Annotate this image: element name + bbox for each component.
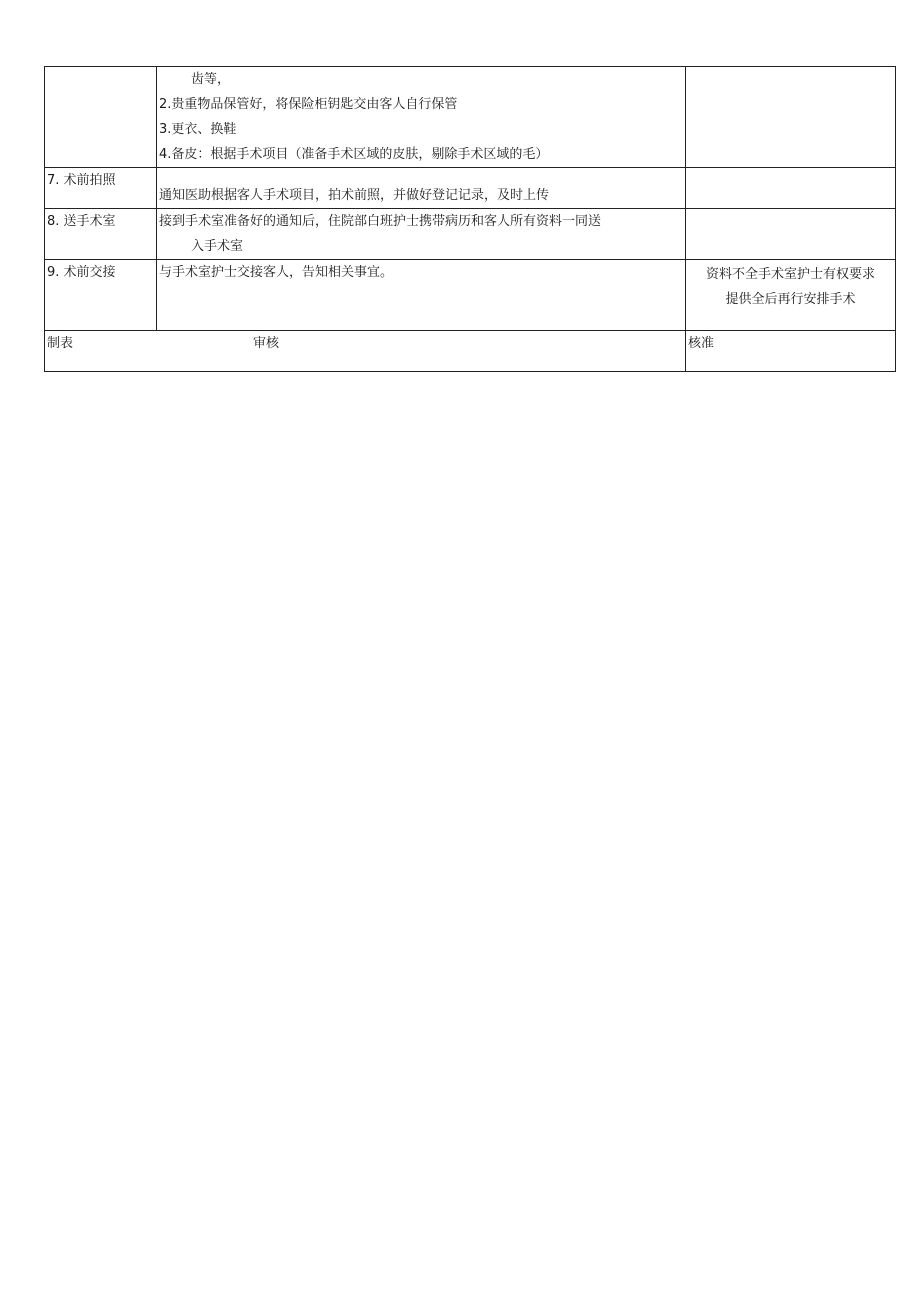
- content-line: 齿等，: [191, 72, 231, 87]
- step-cell: [45, 67, 157, 168]
- note-line: 提供全后再行安排手术: [725, 292, 856, 307]
- content-line: 4.备皮：根据手术项目（准备手术区域的皮肤，剔除手术区域的毛）: [159, 147, 549, 162]
- approved-cell: [686, 331, 896, 372]
- step-cell: 9. 术前交接: [45, 260, 157, 331]
- signature-row: [45, 331, 896, 372]
- note-cell: [686, 168, 896, 209]
- table-row: [45, 67, 896, 168]
- note-line: 资料不全手术室护士有权要求: [705, 267, 875, 282]
- content-cell: [157, 260, 686, 331]
- procedure-table: [44, 66, 896, 372]
- content-line: 入手术室: [191, 239, 244, 254]
- content-line: 与手术室护士交接客人，告知相关事宜。: [159, 265, 394, 280]
- content-line: 3.更衣、换鞋: [159, 122, 237, 137]
- table-row: [45, 168, 896, 209]
- table-row: [45, 260, 896, 331]
- note-cell: [686, 209, 896, 260]
- content-cell: [157, 67, 686, 168]
- step-cell: 7. 术前拍照: [45, 168, 157, 209]
- prepared-by-label: 制表: [47, 336, 74, 351]
- content-line: 2.贵重物品保管好，将保险柜钥匙交由客人自行保管: [159, 97, 458, 112]
- step-cell: 8. 送手术室: [45, 209, 157, 260]
- prepared-reviewed-cell: [45, 331, 686, 372]
- note-cell: [686, 260, 896, 331]
- content-line: 通知医助根据客人手术项目，拍术前照，并做好登记记录，及时上传: [159, 188, 550, 203]
- approved-by-label: 核准: [688, 336, 715, 351]
- content-line: 接到手术室准备好的通知后，住院部白班护士携带病历和客人所有资料一同送: [159, 214, 602, 229]
- note-cell: [686, 67, 896, 168]
- reviewed-by-label: 审核: [253, 336, 280, 351]
- table-row: [45, 209, 896, 260]
- content-cell: [157, 168, 686, 209]
- procedure-sheet: [44, 66, 895, 372]
- content-cell: [157, 209, 686, 260]
